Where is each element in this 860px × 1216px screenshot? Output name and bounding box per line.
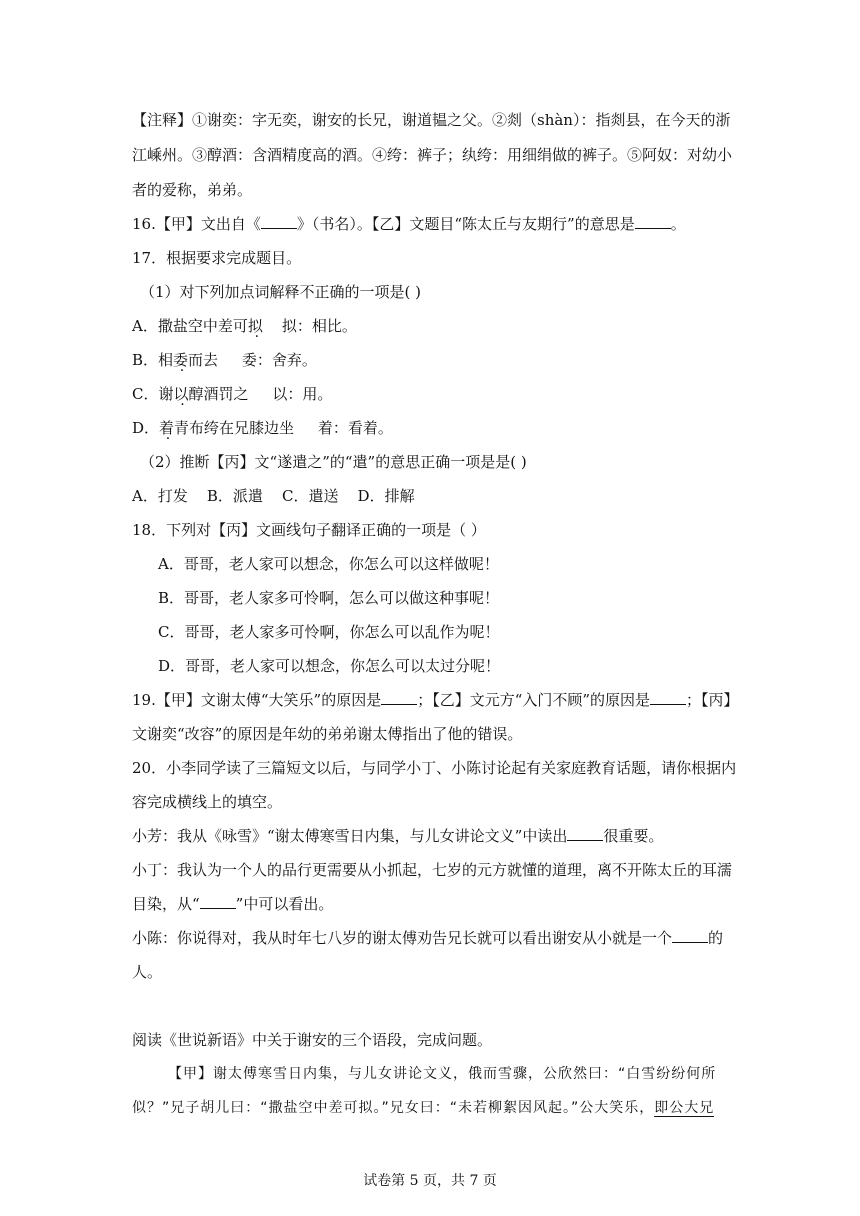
q20-ding-blank[interactable] — [200, 894, 236, 909]
q17-c-post: 醇酒罚之 以：用。 — [188, 385, 333, 403]
q17-option-a — [132, 316, 357, 336]
q20-fang-blank[interactable] — [567, 826, 603, 841]
q17-b-post: 而去 委：舍弃。 — [188, 351, 317, 369]
q19-text-a: 19.【甲】文谢太傅“大笑乐”的原因是 — [132, 691, 382, 709]
q17-a-post: 拟：相比。 — [262, 317, 357, 335]
q17-option-c — [132, 384, 332, 404]
question-18-title: 18．下列对【丙】文画线句子翻译正确的一项是（ ） — [132, 521, 486, 539]
q16-text-a: 16.【甲】文出自《 — [132, 215, 261, 233]
q17-b-dotted-word: 委 — [173, 351, 189, 369]
q17-c-pre: C．谢 — [132, 385, 174, 403]
q16-text-b: 》（书名）。【乙】文题目“陈太丘与友期行”的意思是 — [296, 215, 635, 233]
question-16 — [132, 214, 686, 234]
q20-xiaoding-line1: 小丁：我认为一个人的品行更需要从小抓起，七岁的元方就懂的道理，离不开陈太丘的耳濡 — [132, 861, 733, 879]
q20-chen-blank[interactable] — [672, 928, 708, 943]
q17-d-pre: D． — [132, 419, 160, 437]
q17-option-d — [132, 418, 393, 438]
question-17-sub1: （1）对下列加点词解释不正确的一项是( ) — [140, 283, 422, 301]
q19-text-b: ；【乙】文元方“入门不顾”的原因是 — [417, 691, 651, 709]
reading-passage-underlined: 即公大兄 — [654, 1100, 715, 1116]
reading-intro: 阅读《世说新语》中关于谢安的三个语段，完成问题。 — [132, 1031, 493, 1049]
reading-passage-line1: 【甲】谢太傅寒雪日内集，与儿女讲论文义，俄而雪骤，公欣然曰：“白雪纷纷何所 — [168, 1066, 717, 1082]
question-20-line1: 20．小李同学读了三篇短文以后，与同学小丁、小陈讨论起有关家庭教育话题，请你根据内 — [132, 759, 737, 777]
q19-blank-1[interactable] — [381, 690, 417, 705]
notes-line-3: 者的爱称，弟弟。 — [132, 181, 253, 199]
q18-option-c: C．哥哥，老人家多可怜啊，你怎么可以乱作为呢！ — [158, 623, 500, 641]
question-17-title: 17．根据要求完成题目。 — [132, 249, 302, 267]
q17-sub2-options: A．打发 B．派遣 C．遣送 D．排解 — [132, 487, 415, 505]
q17-b-pre: B．相 — [132, 351, 174, 369]
q18-option-a: A．哥哥，老人家可以想念，你怎么可以这样做呢！ — [158, 555, 499, 573]
q17-a-dotted-word: 拟 — [247, 317, 263, 335]
notes-line-1: 【注释】①谢奕：字无奕，谢安的长兄，谢道韫之父。②剡（shàn）：指剡县，在今天的浙 — [132, 111, 731, 129]
q17-c-dotted-word: 以 — [173, 385, 189, 403]
notes-line-2: 江嵊州。③醇酒：含酒精度高的酒。④绔：裤子；纨绔：用细绢做的裤子。⑤阿奴：对幼小 — [132, 146, 733, 164]
reading-passage-line2 — [132, 1098, 714, 1118]
q16-blank-2[interactable] — [635, 214, 671, 229]
q19-blank-2[interactable] — [650, 690, 686, 705]
q17-a-pre: A．撒盐空中差可 — [132, 317, 248, 335]
q20-ding-text-a: 目染，从“ — [132, 895, 200, 913]
question-17-sub2: （2）推断【丙】文“遂遣之”的“遣”的意思正确一项是是( ) — [140, 453, 527, 471]
q16-blank-1[interactable] — [261, 214, 297, 229]
page-footer: 试卷第 5 页，共 7 页 — [363, 1173, 497, 1189]
q20-fang-text-b: 很重要。 — [603, 827, 664, 845]
question-19 — [132, 690, 739, 710]
q20-chen-text-b: 的 — [708, 929, 724, 947]
q20-xiaofang — [132, 826, 663, 846]
question-20-line2: 容完成横线上的填空。 — [132, 793, 283, 811]
q19-text-c: ；【丙】 — [686, 691, 739, 709]
q18-option-b: B．哥哥，老人家多可怜啊，怎么可以做这种事呢！ — [158, 589, 500, 607]
q20-xiaoding-line2 — [132, 894, 333, 914]
q20-xiaochen-line1 — [132, 928, 723, 948]
q20-ding-text-b: ”中可以看出。 — [235, 895, 334, 913]
q20-fang-text-a: 小芳：我从《咏雪》“谢太傅寒雪日内集，与儿女讲论文义”中读出 — [132, 827, 568, 845]
q16-text-c: 。 — [670, 215, 686, 233]
q18-option-d: D．哥哥，老人家可以想念，你怎么可以太过分呢！ — [158, 657, 501, 675]
question-19-line2: 文谢奕“改容”的原因是年幼的弟弟谢太傅指出了他的错误。 — [132, 725, 523, 743]
q17-d-dotted-word: 着 — [159, 419, 175, 437]
q17-option-b — [132, 350, 317, 370]
q20-xiaochen-line2: 人。 — [132, 963, 163, 981]
reading-passage-text: 似？”兄子胡儿曰：“撒盐空中差可拟。”兄女曰：“未若柳絮因风起。”公大笑乐， — [132, 1100, 655, 1116]
q17-d-post: 青布绔在兄膝边坐 着：看着。 — [174, 419, 393, 437]
q20-chen-text-a: 小陈：你说得对，我从时年七八岁的谢太傅劝告兄长就可以看出谢安从小就是一个 — [132, 929, 673, 947]
